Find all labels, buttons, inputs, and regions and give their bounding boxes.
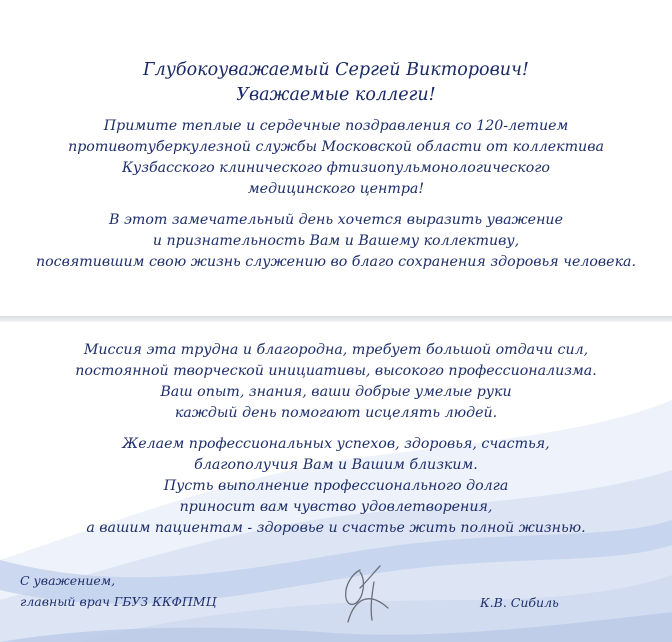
- fold-divider: [0, 316, 672, 322]
- text-line: приносит вам чувство удовлетворения,: [179, 499, 493, 515]
- closing-line: С уважением,: [20, 573, 116, 588]
- text-line: медицинского центра!: [247, 181, 425, 197]
- text-line: Желаем профессиональных успехов, здоровья, счастья,: [122, 436, 550, 452]
- text-line: благополучия Вам и Вашим близким.: [194, 457, 478, 473]
- closing-line: главный врач ГБУЗ ККФПМЦ: [20, 594, 217, 609]
- text-line: Кузбасского клинического фтизиопульмонологического: [122, 160, 550, 176]
- text-line: и признательность Вам и Вашему коллективу,: [152, 233, 520, 249]
- text-line: Миссия эта трудна и благородна, требует большой отдачи сил,: [83, 342, 589, 358]
- text-line: а вашим пациентам - здоровье и счастье жить полной жизнью.: [86, 520, 586, 536]
- text-line: Ваш опыт, знания, ваши добрые умелые руки: [160, 384, 512, 400]
- signer-name: К.В. Сибиль: [480, 595, 559, 610]
- text-line: Пусть выполнение профессионального долга: [163, 478, 509, 494]
- text-line: Примите теплые и сердечные поздравления со 120-летием: [103, 118, 569, 134]
- signature-icon: [330, 560, 400, 635]
- letter-bottom: [0, 340, 672, 539]
- text-line: противотуберкулезной службы Московской области от коллектива: [68, 139, 604, 155]
- text-line: постоянной творческой инициативы, высокого профессионализма.: [75, 363, 597, 379]
- letter-top: [0, 58, 672, 273]
- closing-block: [20, 570, 217, 612]
- text-line: В этот замечательный день хочется выразить уважение: [109, 212, 563, 228]
- greeting-line: Уважаемые коллеги!: [236, 85, 436, 105]
- text-line: каждый день помогают исцелять людей.: [174, 405, 498, 421]
- greeting-line: Глубокоуважаемый Сергей Викторович!: [143, 60, 529, 80]
- text-line: посвятившим свою жизнь служению во благо сохранения здоровья человека.: [35, 254, 637, 270]
